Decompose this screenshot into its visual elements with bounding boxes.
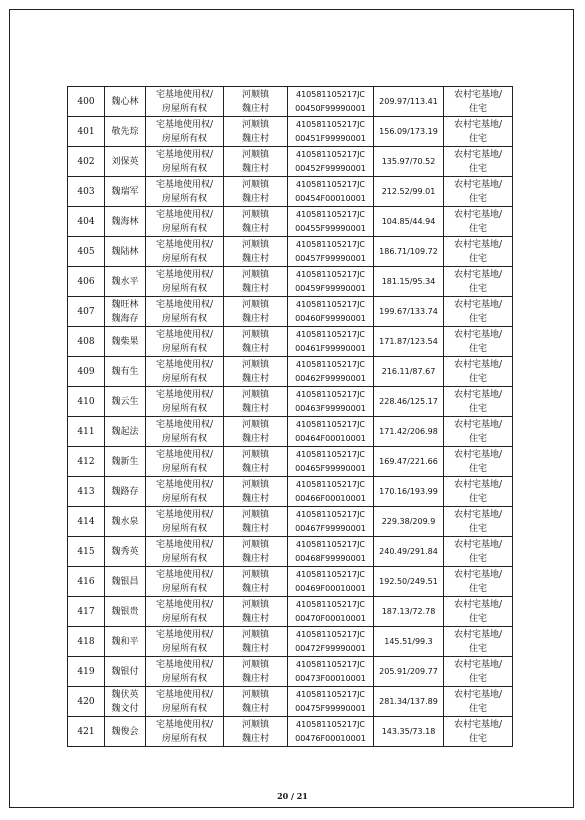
owner-name-cell: 魏旺林 魏海存 — [105, 297, 146, 327]
right-type-cell: 宅基地使用权/ 房屋所有权 — [146, 237, 224, 267]
parcel-code-cell: 410581105217JC 00463F99990001 — [288, 387, 374, 417]
row-number-cell: 419 — [68, 657, 105, 687]
owner-name-cell: 魏俊会 — [105, 717, 146, 747]
parcel-code-cell: 410581105217JC 00475F99990001 — [288, 687, 374, 717]
land-use-cell: 农村宅基地/ 住宅 — [444, 567, 513, 597]
area-cell: 187.13/72.78 — [374, 597, 444, 627]
area-cell: 143.35/73.18 — [374, 717, 444, 747]
parcel-code-cell: 410581105217JC 00455F99990001 — [288, 207, 374, 237]
property-rights-table — [67, 86, 513, 747]
table-row — [68, 597, 513, 627]
area-cell: 181.15/95.34 — [374, 267, 444, 297]
right-type-cell: 宅基地使用权/ 房屋所有权 — [146, 687, 224, 717]
land-use-cell: 农村宅基地/ 住宅 — [444, 267, 513, 297]
row-number-cell: 405 — [68, 237, 105, 267]
table-row — [68, 687, 513, 717]
right-type-cell: 宅基地使用权/ 房屋所有权 — [146, 567, 224, 597]
right-type-cell: 宅基地使用权/ 房屋所有权 — [146, 597, 224, 627]
row-number-cell: 416 — [68, 567, 105, 597]
owner-name-cell: 魏有生 — [105, 357, 146, 387]
right-type-cell: 宅基地使用权/ 房屋所有权 — [146, 327, 224, 357]
owner-name-cell: 刘保英 — [105, 147, 146, 177]
area-cell: 156.09/173.19 — [374, 117, 444, 147]
area-cell: 240.49/291.84 — [374, 537, 444, 567]
area-cell: 199.67/133.74 — [374, 297, 444, 327]
area-cell: 171.87/123.54 — [374, 327, 444, 357]
land-use-cell: 农村宅基地/ 住宅 — [444, 417, 513, 447]
owner-name-cell: 魏云生 — [105, 387, 146, 417]
row-number-cell: 400 — [68, 87, 105, 117]
row-number-cell: 413 — [68, 477, 105, 507]
land-use-cell: 农村宅基地/ 住宅 — [444, 627, 513, 657]
parcel-code-cell: 410581105217JC 00472F99990001 — [288, 627, 374, 657]
owner-name-cell: 魏和平 — [105, 627, 146, 657]
location-cell: 河顺镇 魏庄村 — [224, 237, 288, 267]
table-row — [68, 117, 513, 147]
area-cell: 212.52/99.01 — [374, 177, 444, 207]
row-number-cell: 404 — [68, 207, 105, 237]
land-use-cell: 农村宅基地/ 住宅 — [444, 327, 513, 357]
owner-name-cell: 魏银昌 — [105, 567, 146, 597]
land-use-cell: 农村宅基地/ 住宅 — [444, 147, 513, 177]
location-cell: 河顺镇 魏庄村 — [224, 417, 288, 447]
location-cell: 河顺镇 魏庄村 — [224, 87, 288, 117]
page-number: 20 / 21 — [277, 791, 308, 801]
land-use-cell: 农村宅基地/ 住宅 — [444, 687, 513, 717]
owner-name-cell: 魏银付 — [105, 657, 146, 687]
owner-name-cell: 魏银贵 — [105, 597, 146, 627]
table-row — [68, 357, 513, 387]
parcel-code-cell: 410581105217JC 00450F99990001 — [288, 87, 374, 117]
owner-name-cell: 魏路存 — [105, 477, 146, 507]
table-row — [68, 627, 513, 657]
location-cell: 河顺镇 魏庄村 — [224, 537, 288, 567]
row-number-cell: 410 — [68, 387, 105, 417]
parcel-code-cell: 410581105217JC 00459F99990001 — [288, 267, 374, 297]
table-row — [68, 87, 513, 117]
row-number-cell: 420 — [68, 687, 105, 717]
table-row — [68, 537, 513, 567]
parcel-code-cell: 410581105217JC 00467F99990001 — [288, 507, 374, 537]
location-cell: 河顺镇 魏庄村 — [224, 147, 288, 177]
area-cell: 228.46/125.17 — [374, 387, 444, 417]
row-number-cell: 406 — [68, 267, 105, 297]
parcel-code-cell: 410581105217JC 00452F99990001 — [288, 147, 374, 177]
location-cell: 河顺镇 魏庄村 — [224, 657, 288, 687]
right-type-cell: 宅基地使用权/ 房屋所有权 — [146, 87, 224, 117]
owner-name-cell: 魏新生 — [105, 447, 146, 477]
location-cell: 河顺镇 魏庄村 — [224, 297, 288, 327]
owner-name-cell: 魏起法 — [105, 417, 146, 447]
area-cell: 169.47/221.66 — [374, 447, 444, 477]
location-cell: 河顺镇 魏庄村 — [224, 357, 288, 387]
parcel-code-cell: 410581105217JC 00473F00010001 — [288, 657, 374, 687]
right-type-cell: 宅基地使用权/ 房屋所有权 — [146, 297, 224, 327]
land-use-cell: 农村宅基地/ 住宅 — [444, 387, 513, 417]
row-number-cell: 403 — [68, 177, 105, 207]
table-row — [68, 267, 513, 297]
owner-name-cell: 魏陆林 — [105, 237, 146, 267]
location-cell: 河顺镇 魏庄村 — [224, 177, 288, 207]
row-number-cell: 407 — [68, 297, 105, 327]
land-use-cell: 农村宅基地/ 住宅 — [444, 657, 513, 687]
location-cell: 河顺镇 魏庄村 — [224, 447, 288, 477]
area-cell: 135.97/70.52 — [374, 147, 444, 177]
right-type-cell: 宅基地使用权/ 房屋所有权 — [146, 207, 224, 237]
parcel-code-cell: 410581105217JC 00460F99990001 — [288, 297, 374, 327]
parcel-code-cell: 410581105217JC 00461F99990001 — [288, 327, 374, 357]
table-row — [68, 327, 513, 357]
owner-name-cell: 魏柴果 — [105, 327, 146, 357]
right-type-cell: 宅基地使用权/ 房屋所有权 — [146, 357, 224, 387]
land-use-cell: 农村宅基地/ 住宅 — [444, 537, 513, 567]
right-type-cell: 宅基地使用权/ 房屋所有权 — [146, 147, 224, 177]
land-use-cell: 农村宅基地/ 住宅 — [444, 477, 513, 507]
right-type-cell: 宅基地使用权/ 房屋所有权 — [146, 657, 224, 687]
parcel-code-cell: 410581105217JC 00470F00010001 — [288, 597, 374, 627]
land-use-cell: 农村宅基地/ 住宅 — [444, 597, 513, 627]
location-cell: 河顺镇 魏庄村 — [224, 267, 288, 297]
row-number-cell: 414 — [68, 507, 105, 537]
owner-name-cell: 魏伏英 魏文付 — [105, 687, 146, 717]
location-cell: 河顺镇 魏庄村 — [224, 597, 288, 627]
right-type-cell: 宅基地使用权/ 房屋所有权 — [146, 717, 224, 747]
table-row — [68, 657, 513, 687]
row-number-cell: 412 — [68, 447, 105, 477]
area-cell: 281.34/137.89 — [374, 687, 444, 717]
right-type-cell: 宅基地使用权/ 房屋所有权 — [146, 537, 224, 567]
land-use-cell: 农村宅基地/ 住宅 — [444, 117, 513, 147]
owner-name-cell: 魏水泉 — [105, 507, 146, 537]
table-row — [68, 567, 513, 597]
parcel-code-cell: 410581105217JC 00454F00010001 — [288, 177, 374, 207]
table-row — [68, 447, 513, 477]
land-use-cell: 农村宅基地/ 住宅 — [444, 177, 513, 207]
parcel-code-cell: 410581105217JC 00457F99990001 — [288, 237, 374, 267]
parcel-code-cell: 410581105217JC 00468F99990001 — [288, 537, 374, 567]
location-cell: 河顺镇 魏庄村 — [224, 327, 288, 357]
location-cell: 河顺镇 魏庄村 — [224, 567, 288, 597]
parcel-code-cell: 410581105217JC 00476F00010001 — [288, 717, 374, 747]
parcel-code-cell: 410581105217JC 00466F00010001 — [288, 477, 374, 507]
area-cell: 216.11/87.67 — [374, 357, 444, 387]
table-row — [68, 147, 513, 177]
right-type-cell: 宅基地使用权/ 房屋所有权 — [146, 177, 224, 207]
land-use-cell: 农村宅基地/ 住宅 — [444, 447, 513, 477]
area-cell: 170.16/193.99 — [374, 477, 444, 507]
row-number-cell: 409 — [68, 357, 105, 387]
table-row — [68, 207, 513, 237]
table-row — [68, 477, 513, 507]
land-use-cell: 农村宅基地/ 住宅 — [444, 237, 513, 267]
land-use-cell: 农村宅基地/ 住宅 — [444, 207, 513, 237]
row-number-cell: 408 — [68, 327, 105, 357]
table-body — [68, 87, 513, 747]
right-type-cell: 宅基地使用权/ 房屋所有权 — [146, 417, 224, 447]
owner-name-cell: 魏海林 — [105, 207, 146, 237]
land-use-cell: 农村宅基地/ 住宅 — [444, 87, 513, 117]
area-cell: 192.50/249.51 — [374, 567, 444, 597]
location-cell: 河顺镇 魏庄村 — [224, 687, 288, 717]
owner-name-cell: 魏心林 — [105, 87, 146, 117]
row-number-cell: 411 — [68, 417, 105, 447]
owner-name-cell: 敬先琮 — [105, 117, 146, 147]
location-cell: 河顺镇 魏庄村 — [224, 507, 288, 537]
owner-name-cell: 魏水平 — [105, 267, 146, 297]
owner-name-cell: 魏瑞军 — [105, 177, 146, 207]
row-number-cell: 402 — [68, 147, 105, 177]
table-row — [68, 387, 513, 417]
location-cell: 河顺镇 魏庄村 — [224, 387, 288, 417]
table-row — [68, 237, 513, 267]
land-use-cell: 农村宅基地/ 住宅 — [444, 717, 513, 747]
area-cell: 171.42/206.98 — [374, 417, 444, 447]
location-cell: 河顺镇 魏庄村 — [224, 717, 288, 747]
area-cell: 104.85/44.94 — [374, 207, 444, 237]
area-cell: 229.38/209.9 — [374, 507, 444, 537]
area-cell: 209.97/113.41 — [374, 87, 444, 117]
row-number-cell: 417 — [68, 597, 105, 627]
area-cell: 186.71/109.72 — [374, 237, 444, 267]
row-number-cell: 421 — [68, 717, 105, 747]
land-use-cell: 农村宅基地/ 住宅 — [444, 507, 513, 537]
row-number-cell: 415 — [68, 537, 105, 567]
right-type-cell: 宅基地使用权/ 房屋所有权 — [146, 267, 224, 297]
row-number-cell: 418 — [68, 627, 105, 657]
row-number-cell: 401 — [68, 117, 105, 147]
right-type-cell: 宅基地使用权/ 房屋所有权 — [146, 477, 224, 507]
parcel-code-cell: 410581105217JC 00462F99990001 — [288, 357, 374, 387]
right-type-cell: 宅基地使用权/ 房屋所有权 — [146, 627, 224, 657]
right-type-cell: 宅基地使用权/ 房屋所有权 — [146, 387, 224, 417]
location-cell: 河顺镇 魏庄村 — [224, 627, 288, 657]
land-use-cell: 农村宅基地/ 住宅 — [444, 297, 513, 327]
table-row — [68, 417, 513, 447]
right-type-cell: 宅基地使用权/ 房屋所有权 — [146, 117, 224, 147]
parcel-code-cell: 410581105217JC 00451F99990001 — [288, 117, 374, 147]
parcel-code-cell: 410581105217JC 00464F00010001 — [288, 417, 374, 447]
area-cell: 205.91/209.77 — [374, 657, 444, 687]
table-row — [68, 507, 513, 537]
land-use-cell: 农村宅基地/ 住宅 — [444, 357, 513, 387]
right-type-cell: 宅基地使用权/ 房屋所有权 — [146, 507, 224, 537]
right-type-cell: 宅基地使用权/ 房屋所有权 — [146, 447, 224, 477]
location-cell: 河顺镇 魏庄村 — [224, 207, 288, 237]
parcel-code-cell: 410581105217JC 00465F99990001 — [288, 447, 374, 477]
table-row — [68, 297, 513, 327]
area-cell: 145.51/99.3 — [374, 627, 444, 657]
owner-name-cell: 魏秀英 — [105, 537, 146, 567]
location-cell: 河顺镇 魏庄村 — [224, 117, 288, 147]
table-row — [68, 177, 513, 207]
location-cell: 河顺镇 魏庄村 — [224, 477, 288, 507]
parcel-code-cell: 410581105217JC 00469F00010001 — [288, 567, 374, 597]
table-row — [68, 717, 513, 747]
